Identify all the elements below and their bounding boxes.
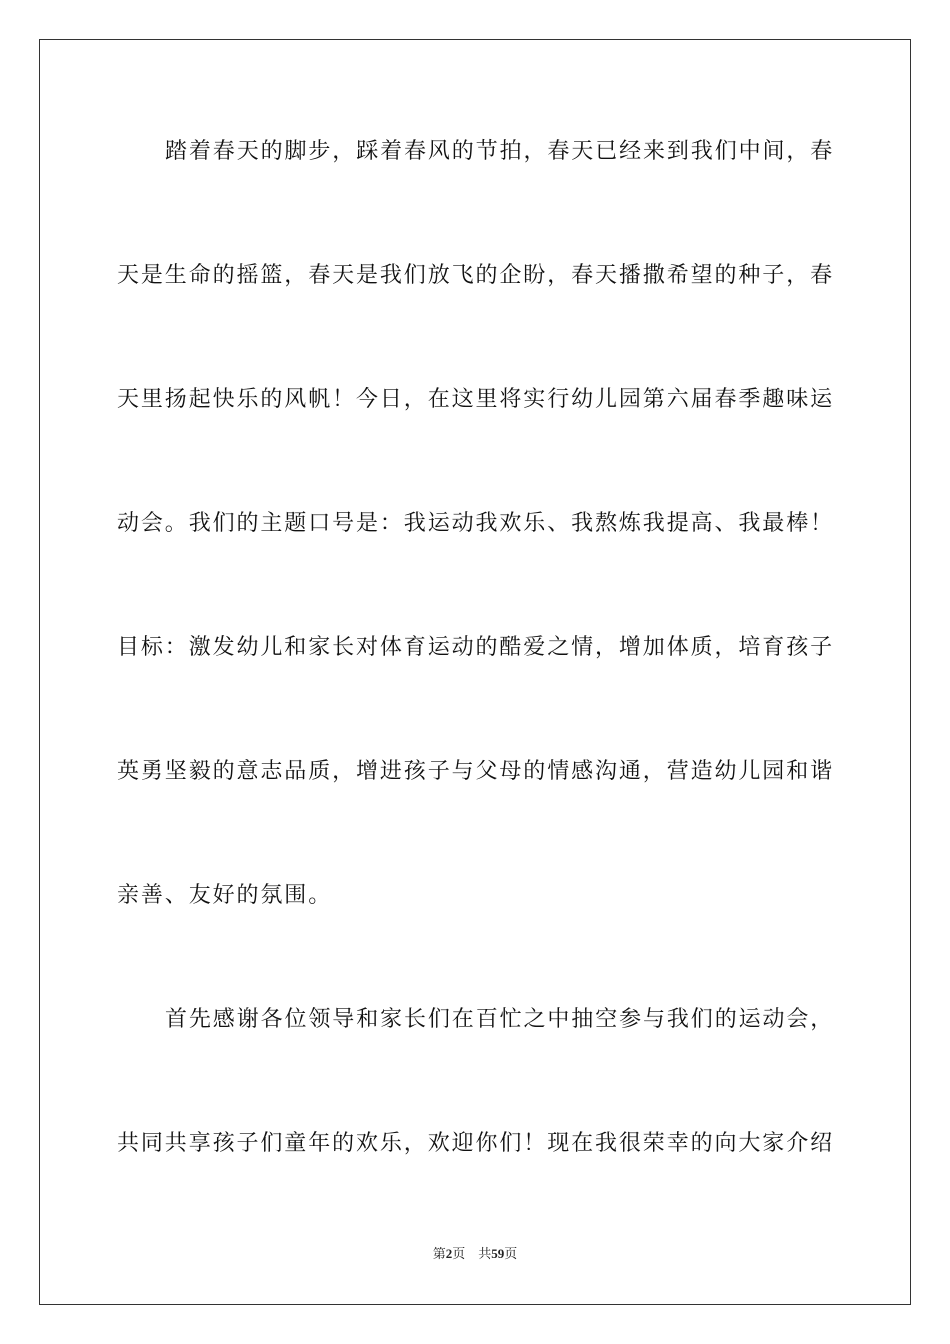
paragraph-line-9: 共同共享孩子们童年的欢乐，欢迎你们！现在我很荣幸的向大家介绍: [117, 1131, 835, 1156]
footer-total-pages: 59: [491, 1246, 505, 1261]
footer-page-number: 2: [445, 1246, 453, 1261]
paragraph-line-3: 天里扬起快乐的风帆！今日，在这里将实行幼儿园第六届春季趣味运: [117, 387, 835, 412]
paragraph-line-8: 首先感谢各位领导和家长们在百忙之中抽空参与我们的运动会，: [165, 1007, 835, 1032]
page-frame: [39, 39, 911, 1305]
footer-page-prefix: 第: [432, 1246, 446, 1261]
paragraph-line-2: 天是生命的摇篮，春天是我们放飞的企盼，春天播撒希望的种子，春: [117, 263, 835, 288]
paragraph-line-5: 目标：激发幼儿和家长对体育运动的酷爱之情，增加体质，培育孩子: [117, 635, 835, 660]
paragraph-line-6: 英勇坚毅的意志品质，增进孩子与父母的情感沟通，营造幼儿园和谐: [117, 759, 835, 784]
footer-page-suffix: 页: [452, 1246, 466, 1261]
paragraph-line-4: 动会。我们的主题口号是：我运动我欢乐、我熬炼我提高、我最棒！: [117, 511, 835, 536]
page-footer: [0, 1245, 950, 1263]
footer-total-suffix: 页: [504, 1246, 518, 1261]
paragraph-line-1: 踏着春天的脚步，踩着春风的节拍，春天已经来到我们中间，春: [165, 139, 835, 164]
footer-total-prefix: 共: [478, 1246, 492, 1261]
paragraph-line-7: 亲善、友好的氛围。: [117, 883, 333, 908]
